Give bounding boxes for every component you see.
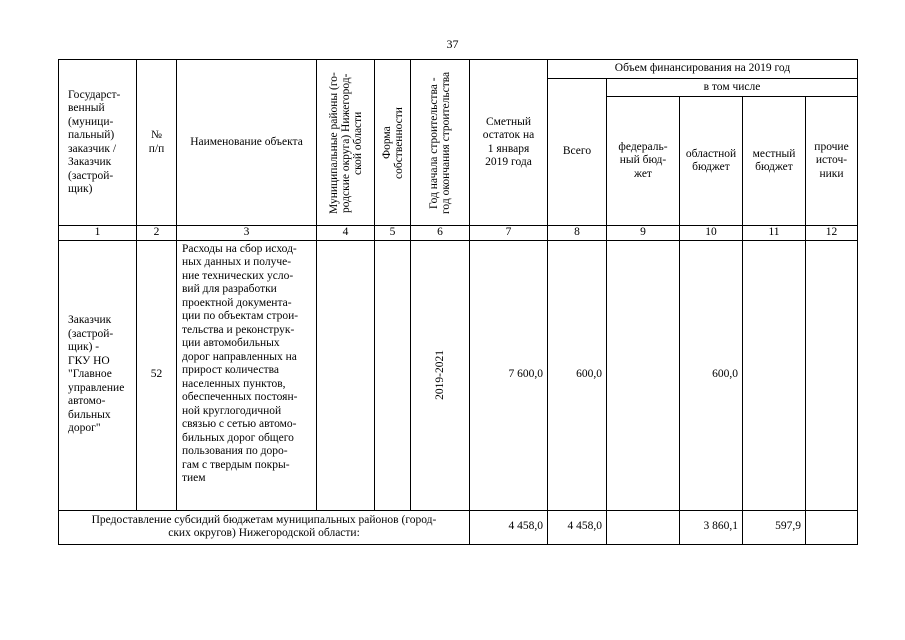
column-number: 7	[470, 226, 548, 241]
column-number: 5	[375, 226, 411, 241]
header-customer: Государст- венный (муници- пальный) заказчик / Заказчик (застрой- щик)	[59, 60, 137, 226]
summary-row	[59, 510, 858, 544]
summary-total: 4 458,0	[548, 510, 607, 544]
row-federal	[607, 240, 680, 510]
column-number: 10	[680, 226, 743, 241]
row-regional: 600,0	[680, 240, 743, 510]
row-customer: Заказчик (застрой- щик) - ГКУ НО "Главное управление автомо- бильных дорог"	[59, 240, 137, 510]
row-construction-years: 2019-2021	[434, 350, 446, 400]
column-number: 9	[607, 226, 680, 241]
header-financing-volume: Объем финансирования на 2019 год	[548, 60, 858, 79]
column-number: 8	[548, 226, 607, 241]
row-total: 600,0	[548, 240, 607, 510]
table-row	[59, 240, 858, 510]
header-object-name: Наименование объекта	[177, 60, 317, 226]
header-including: в том числе	[607, 79, 858, 97]
row-municipal-districts	[317, 240, 375, 510]
summary-label: Предоставление субсидий бюджетам муниципальных районов (город- ских округов) Нижегородской области:	[59, 510, 470, 544]
summary-federal	[607, 510, 680, 544]
header-regional: областной бюджет	[680, 97, 743, 226]
header-ownership-form: Форма собственности	[380, 106, 405, 179]
header-total: Всего	[548, 79, 607, 226]
column-numbers-row	[59, 226, 858, 241]
column-number: 1	[59, 226, 137, 241]
header-other: прочие источ- ники	[806, 97, 858, 226]
header-federal: федераль- ный бюд- жет	[607, 97, 680, 226]
summary-local: 597,9	[743, 510, 806, 544]
row-object-name: Расходы на сбор исход- ных данных и получе- ние технических усло- вий для разработки проектной документа- ции по объектам строи- тельства и реконструк- ции автомобильных дорог направленных на прирост количества населенных пунктов, обеспеченных постоян- ной круглогодичной связью с сетью автомо- бильных дорог общего пользования по доро- гам с твердым покры- тием	[177, 240, 317, 510]
header-estimated-balance: Сметный остаток на 1 января 2019 года	[470, 60, 548, 226]
column-number: 4	[317, 226, 375, 241]
column-number: 12	[806, 226, 858, 241]
row-local	[743, 240, 806, 510]
row-estimated-balance: 7 600,0	[470, 240, 548, 510]
row-other	[806, 240, 858, 510]
financing-table	[58, 59, 858, 545]
column-number: 3	[177, 226, 317, 241]
column-number: 11	[743, 226, 806, 241]
summary-estimated-balance: 4 458,0	[470, 510, 548, 544]
row-number: 52	[137, 240, 177, 510]
page-number: 37	[446, 37, 459, 51]
header-number: № п/п	[137, 60, 177, 226]
summary-regional: 3 860,1	[680, 510, 743, 544]
column-number: 2	[137, 226, 177, 241]
column-number: 6	[411, 226, 470, 241]
summary-other	[806, 510, 858, 544]
header-construction-years: Год начала строительства - год окончания строительства	[428, 71, 452, 214]
row-ownership-form	[375, 240, 411, 510]
header-local: местный бюджет	[743, 97, 806, 226]
header-municipal-districts: Муниципальные районы (го- родские округа) Нижегород- ской области	[327, 71, 364, 214]
